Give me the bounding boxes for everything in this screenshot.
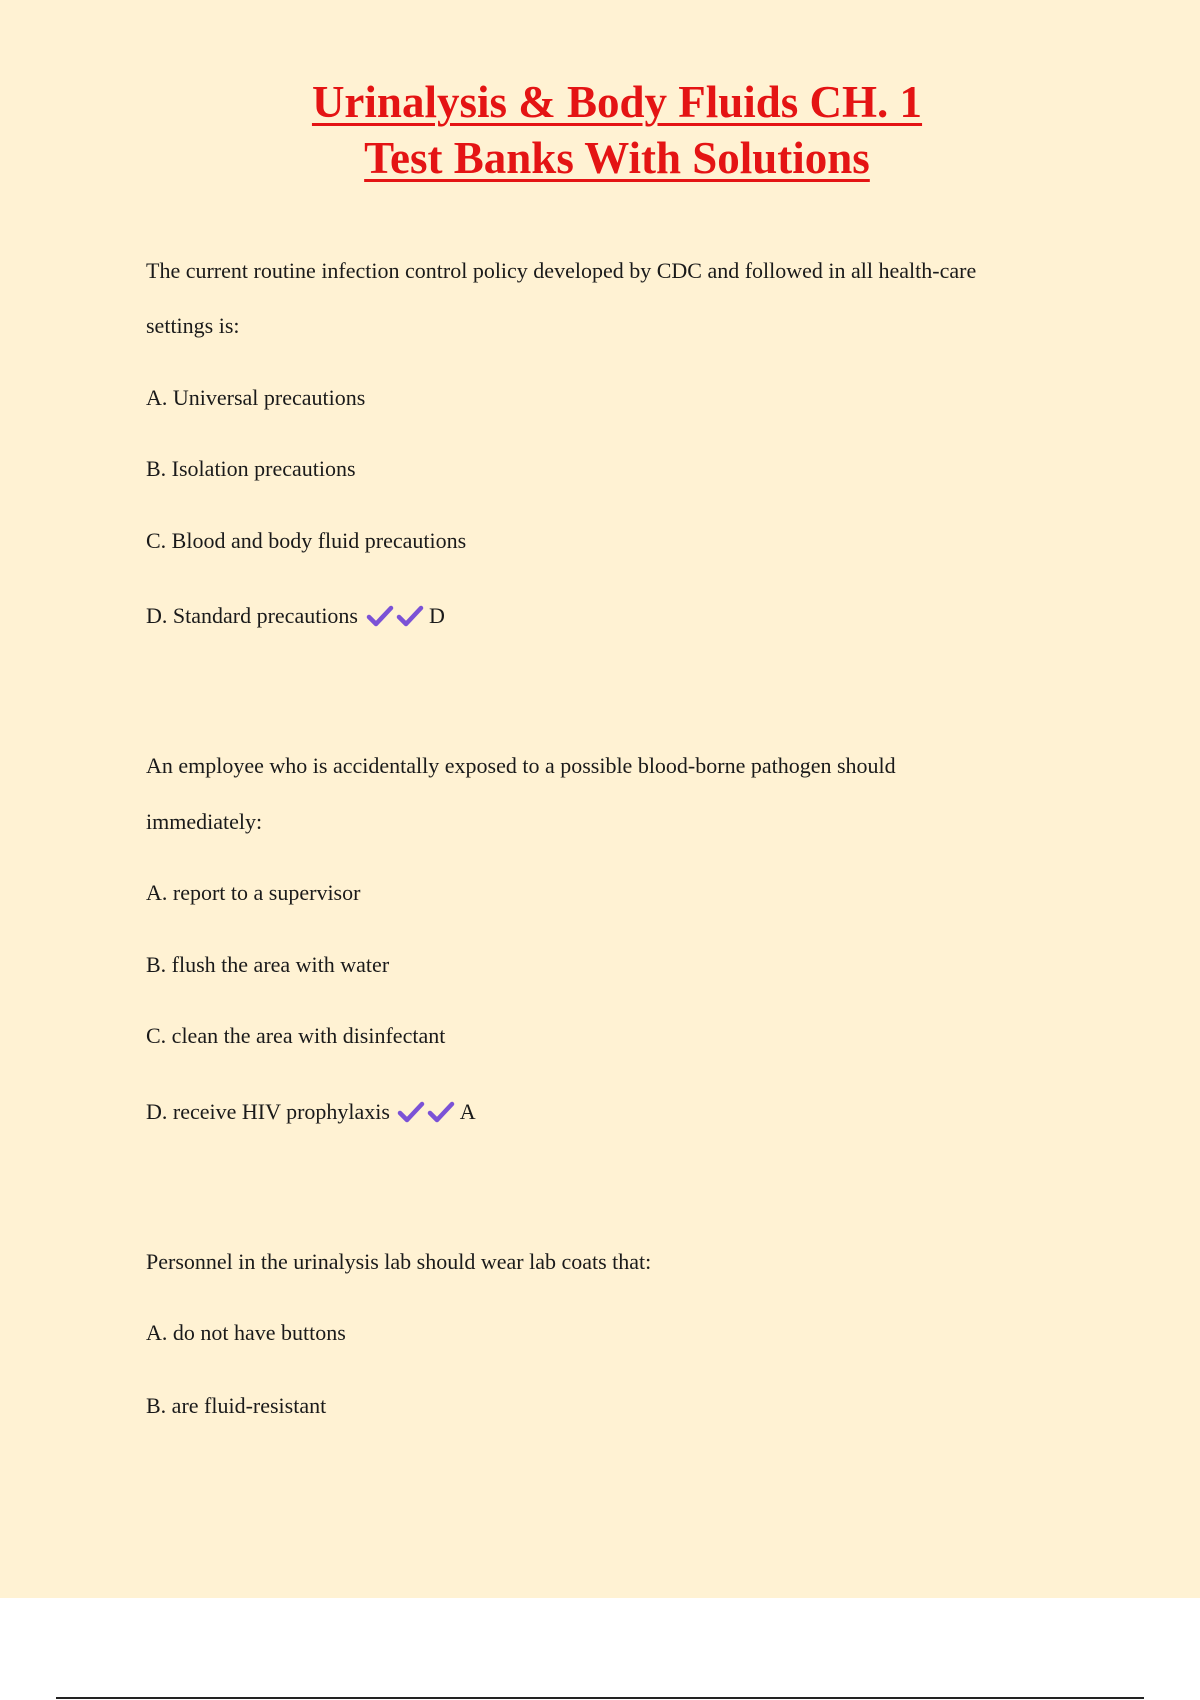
check-mark-icon — [396, 605, 424, 627]
question-1-option-c: C. Blood and body fluid precautions — [146, 528, 467, 553]
question-2-option-d: D. receive HIV prophylaxis — [146, 1099, 390, 1124]
title-line-1: Urinalysis & Body Fluids CH. 1 — [311, 77, 923, 127]
title-line-2: Test Banks With Solutions — [364, 133, 870, 183]
question-3-stem-line-1: Personnel in the urinalysis lab should wear lab coats that: — [146, 1249, 652, 1274]
footer-divider — [56, 1697, 1144, 1699]
check-mark-icon — [397, 1101, 425, 1123]
question-3-option-a: A. do not have buttons — [146, 1320, 346, 1345]
check-mark-icon — [366, 605, 394, 627]
question-2-option-b: B. flush the area with water — [146, 952, 390, 977]
question-2-option-c: C. clean the area with disinfectant — [146, 1023, 446, 1048]
check-mark-icon — [427, 1101, 455, 1123]
question-1-option-d: D. Standard precautions — [146, 603, 358, 628]
question-1-stem-line-2: settings is: — [146, 313, 240, 338]
question-1-stem-line-1: The current routine infection control policy developed by CDC and followed in all health-care — [146, 258, 977, 283]
question-1-option-b: B. Isolation precautions — [146, 456, 356, 481]
question-3-option-b: B. are fluid-resistant — [146, 1393, 327, 1418]
document-title — [0, 74, 1200, 186]
question-2-option-a: A. report to a supervisor — [146, 880, 361, 905]
question-2-answer: A — [459, 1099, 476, 1124]
question-1-option-a: A. Universal precautions — [146, 385, 366, 410]
question-2-option-d-row — [146, 1098, 476, 1126]
question-2-stem-line-1: An employee who is accidentally exposed to a possible blood-borne pathogen should — [146, 753, 896, 778]
question-1-option-d-row — [146, 602, 445, 630]
question-1-answer: D — [429, 603, 445, 628]
question-2-stem-line-2: immediately: — [146, 809, 263, 834]
